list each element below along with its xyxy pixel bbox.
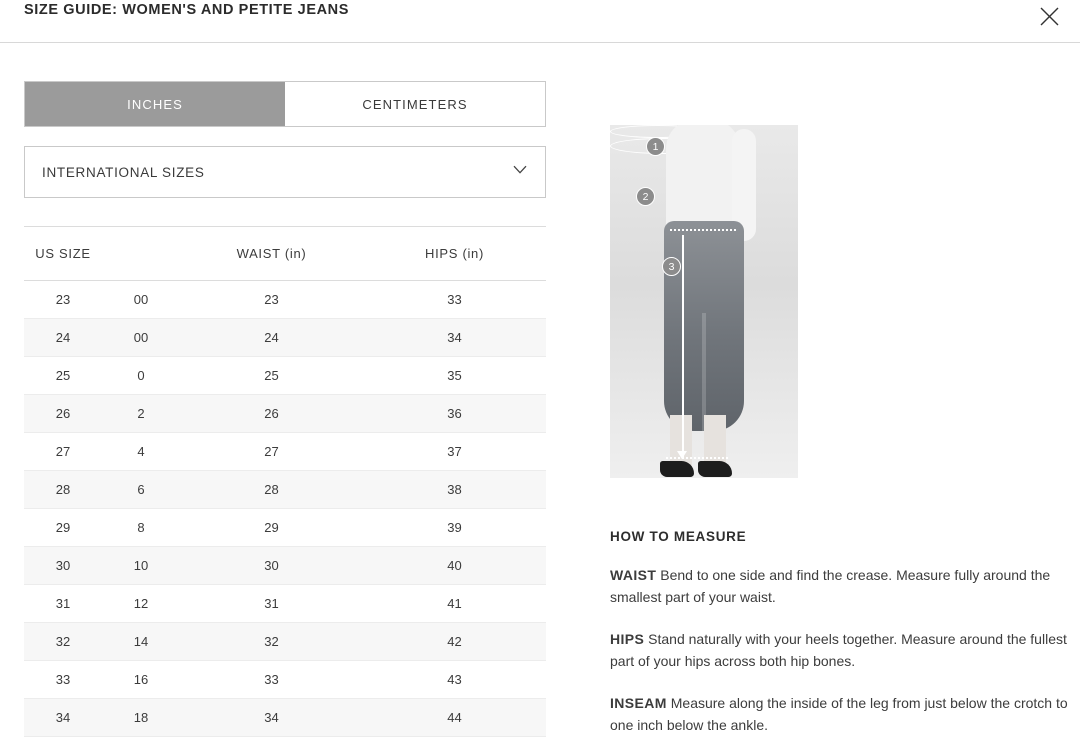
cell-hips: 35 (363, 357, 546, 395)
table-row (24, 509, 546, 547)
cell-waist: 25 (180, 357, 363, 395)
cell-hips: 40 (363, 547, 546, 585)
cell-numeric-size: 00 (102, 319, 180, 357)
column-header-hips: HIPS (in) (363, 227, 546, 281)
diagram-jeans (664, 221, 744, 431)
modal-header (0, 0, 1080, 43)
table-row (24, 357, 546, 395)
size-table-body (24, 281, 546, 737)
measure-term-inseam: INSEAM (610, 695, 667, 711)
size-table (24, 226, 546, 737)
measure-item-waist (610, 564, 1080, 608)
cell-hips: 39 (363, 509, 546, 547)
cell-waist: 32 (180, 623, 363, 661)
cell-hips: 42 (363, 623, 546, 661)
cell-numeric-size: 00 (102, 281, 180, 319)
tab-inches[interactable] (25, 82, 285, 126)
size-system-select[interactable] (24, 146, 546, 198)
cell-hips: 37 (363, 433, 546, 471)
diagram-badge-1: 1 (646, 137, 665, 156)
size-system-select-value: INTERNATIONAL SIZES (42, 164, 205, 180)
table-row (24, 319, 546, 357)
cell-hips: 43 (363, 661, 546, 699)
cell-hips: 41 (363, 585, 546, 623)
cell-us-size: 28 (24, 471, 102, 509)
measure-term-hips: HIPS (610, 631, 645, 647)
measure-item-hips (610, 628, 1080, 672)
ankle-dashed-line (666, 457, 728, 459)
close-icon (1040, 7, 1059, 26)
cell-us-size: 32 (24, 623, 102, 661)
page-title: SIZE GUIDE: WOMEN'S AND PETITE JEANS (24, 2, 350, 18)
table-row (24, 395, 546, 433)
cell-waist: 24 (180, 319, 363, 357)
cell-us-size: 26 (24, 395, 102, 433)
cell-numeric-size: 6 (102, 471, 180, 509)
table-row (24, 585, 546, 623)
cell-numeric-size: 16 (102, 661, 180, 699)
cell-waist: 34 (180, 699, 363, 737)
table-row (24, 281, 546, 319)
cell-numeric-size: 12 (102, 585, 180, 623)
measure-term-waist: WAIST (610, 567, 657, 583)
cell-us-size: 30 (24, 547, 102, 585)
diagram-badge-3: 3 (662, 257, 681, 276)
column-header-numeric-size (102, 227, 180, 281)
cell-us-size: 24 (24, 319, 102, 357)
inseam-measure-line (682, 235, 684, 457)
table-row (24, 547, 546, 585)
measure-panel (570, 43, 1080, 737)
modal-body (0, 43, 1080, 737)
cell-waist: 31 (180, 585, 363, 623)
table-row (24, 433, 546, 471)
cell-hips: 44 (363, 699, 546, 737)
cell-waist: 29 (180, 509, 363, 547)
tab-centimeters-label: CENTIMETERS (362, 96, 468, 112)
cell-us-size: 29 (24, 509, 102, 547)
cell-waist: 23 (180, 281, 363, 319)
table-row (24, 471, 546, 509)
cell-us-size: 33 (24, 661, 102, 699)
hip-dashed-line (670, 229, 736, 231)
cell-numeric-size: 10 (102, 547, 180, 585)
measure-text-inseam: Measure along the inside of the leg from just below the crotch to one inch below the ankle. (610, 695, 1068, 733)
cell-waist: 30 (180, 547, 363, 585)
cell-us-size: 23 (24, 281, 102, 319)
diagram-badge-2: 2 (636, 187, 655, 206)
cell-numeric-size: 18 (102, 699, 180, 737)
table-row (24, 661, 546, 699)
cell-numeric-size: 4 (102, 433, 180, 471)
cell-hips: 34 (363, 319, 546, 357)
close-button[interactable] (1032, 0, 1066, 33)
inseam-arrow-head (677, 451, 687, 459)
unit-toggle-group (24, 81, 546, 127)
cell-numeric-size: 0 (102, 357, 180, 395)
size-chart-panel (0, 43, 570, 737)
table-row (24, 699, 546, 737)
measure-text-waist: Bend to one side and find the crease. Measure fully around the smallest part of your waist. (610, 567, 1051, 605)
cell-hips: 36 (363, 395, 546, 433)
diagram-shoe-right (698, 461, 732, 477)
cell-us-size: 27 (24, 433, 102, 471)
cell-waist: 26 (180, 395, 363, 433)
table-header-row (24, 227, 546, 281)
tab-centimeters[interactable] (285, 82, 545, 126)
measure-item-inseam (610, 692, 1080, 736)
chevron-down-icon (513, 161, 527, 179)
cell-us-size: 31 (24, 585, 102, 623)
column-header-us-size: US SIZE (24, 227, 102, 281)
cell-numeric-size: 14 (102, 623, 180, 661)
cell-hips: 38 (363, 471, 546, 509)
cell-hips: 33 (363, 281, 546, 319)
column-header-waist: WAIST (in) (180, 227, 363, 281)
cell-waist: 33 (180, 661, 363, 699)
cell-us-size: 25 (24, 357, 102, 395)
cell-waist: 28 (180, 471, 363, 509)
how-to-measure-title: HOW TO MEASURE (610, 529, 747, 544)
cell-numeric-size: 8 (102, 509, 180, 547)
diagram-shoe-left (660, 461, 694, 477)
how-to-measure-list (610, 564, 1080, 736)
cell-waist: 27 (180, 433, 363, 471)
cell-numeric-size: 2 (102, 395, 180, 433)
cell-us-size: 34 (24, 699, 102, 737)
table-row (24, 623, 546, 661)
measurement-diagram (610, 125, 798, 478)
tab-inches-label: INCHES (127, 96, 183, 112)
measure-text-hips: Stand naturally with your heels together. Measure around the fullest part of your hips across both hip bones. (610, 631, 1067, 669)
